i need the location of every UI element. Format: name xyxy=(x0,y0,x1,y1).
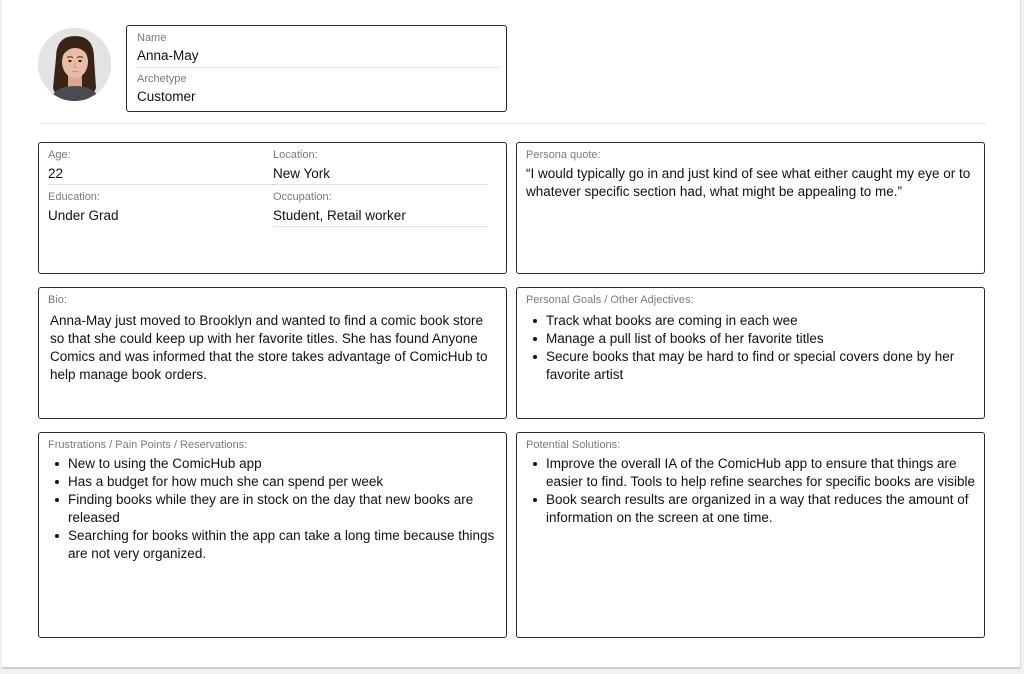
name-label: Name xyxy=(137,32,167,44)
frustrations-card xyxy=(38,432,507,638)
occupation-field xyxy=(273,191,487,227)
list-item: Manage a pull list of books of her favorite titles xyxy=(526,330,975,348)
persona-archetype: Customer xyxy=(137,89,196,104)
solutions-label: Potential Solutions: xyxy=(526,439,621,451)
quote-text: “I would typically go in and just kind of see what either caught my eye or to whatever specific section had, what might be appealing to me.” xyxy=(526,166,971,199)
section-divider xyxy=(40,123,986,124)
goals-label: Personal Goals / Other Adjectives: xyxy=(526,294,694,306)
education-value: Under Grad xyxy=(48,208,119,223)
list-item: Has a budget for how much she can spend per week xyxy=(48,473,497,491)
demographics-card xyxy=(38,142,507,274)
frustrations-label: Frustrations / Pain Points / Reservations: xyxy=(48,439,248,451)
list-item: Book search results are organized in a way that reduces the amount of information on the screen at one time. xyxy=(526,491,975,527)
age-label: Age: xyxy=(48,149,71,161)
occupation-label: Occupation: xyxy=(273,191,332,203)
education-field xyxy=(48,191,273,227)
list-item: Finding books while they are in stock on the day that new books are released xyxy=(48,491,497,527)
persona-name: Anna-May xyxy=(137,47,499,68)
location-label: Location: xyxy=(273,149,318,161)
occupation-value: Student, Retail worker xyxy=(273,207,487,227)
list-item: Searching for books within the app can take a long time because things are not very organized. xyxy=(48,527,497,563)
avatar xyxy=(38,28,111,101)
list-item: Track what books are coming in each wee xyxy=(526,312,975,330)
persona-photo xyxy=(38,28,111,101)
age-field xyxy=(48,149,273,185)
bio-card xyxy=(38,287,507,419)
list-item: New to using the ComicHub app xyxy=(48,455,497,473)
solutions-list xyxy=(526,455,975,527)
bio-label: Bio: xyxy=(48,294,67,306)
frustrations-list xyxy=(48,455,497,563)
education-label: Education: xyxy=(48,191,100,203)
goals-list xyxy=(526,312,975,384)
quote-card xyxy=(516,142,985,274)
list-item: Secure books that may be hard to find or special covers done by her favorite artist xyxy=(526,348,975,384)
location-value: New York xyxy=(273,165,487,185)
profile-card xyxy=(126,25,507,112)
solutions-card xyxy=(516,432,985,638)
archetype-label: Archetype xyxy=(137,73,187,85)
location-field xyxy=(273,149,487,185)
list-item: Improve the overall IA of the ComicHub app to ensure that things are easier to find. Tools to help refine searches for specific books are visible xyxy=(526,455,975,491)
goals-card xyxy=(516,287,985,419)
age-value: 22 xyxy=(48,165,273,185)
quote-label: Persona quote: xyxy=(526,149,601,161)
bio-text: Anna-May just moved to Brooklyn and wanted to find a comic book store so that she could keep up with her favorite titles. She has found Anyone Comics and was informed that the store takes advantage of ComicHub to help manage book orders. xyxy=(50,313,488,382)
